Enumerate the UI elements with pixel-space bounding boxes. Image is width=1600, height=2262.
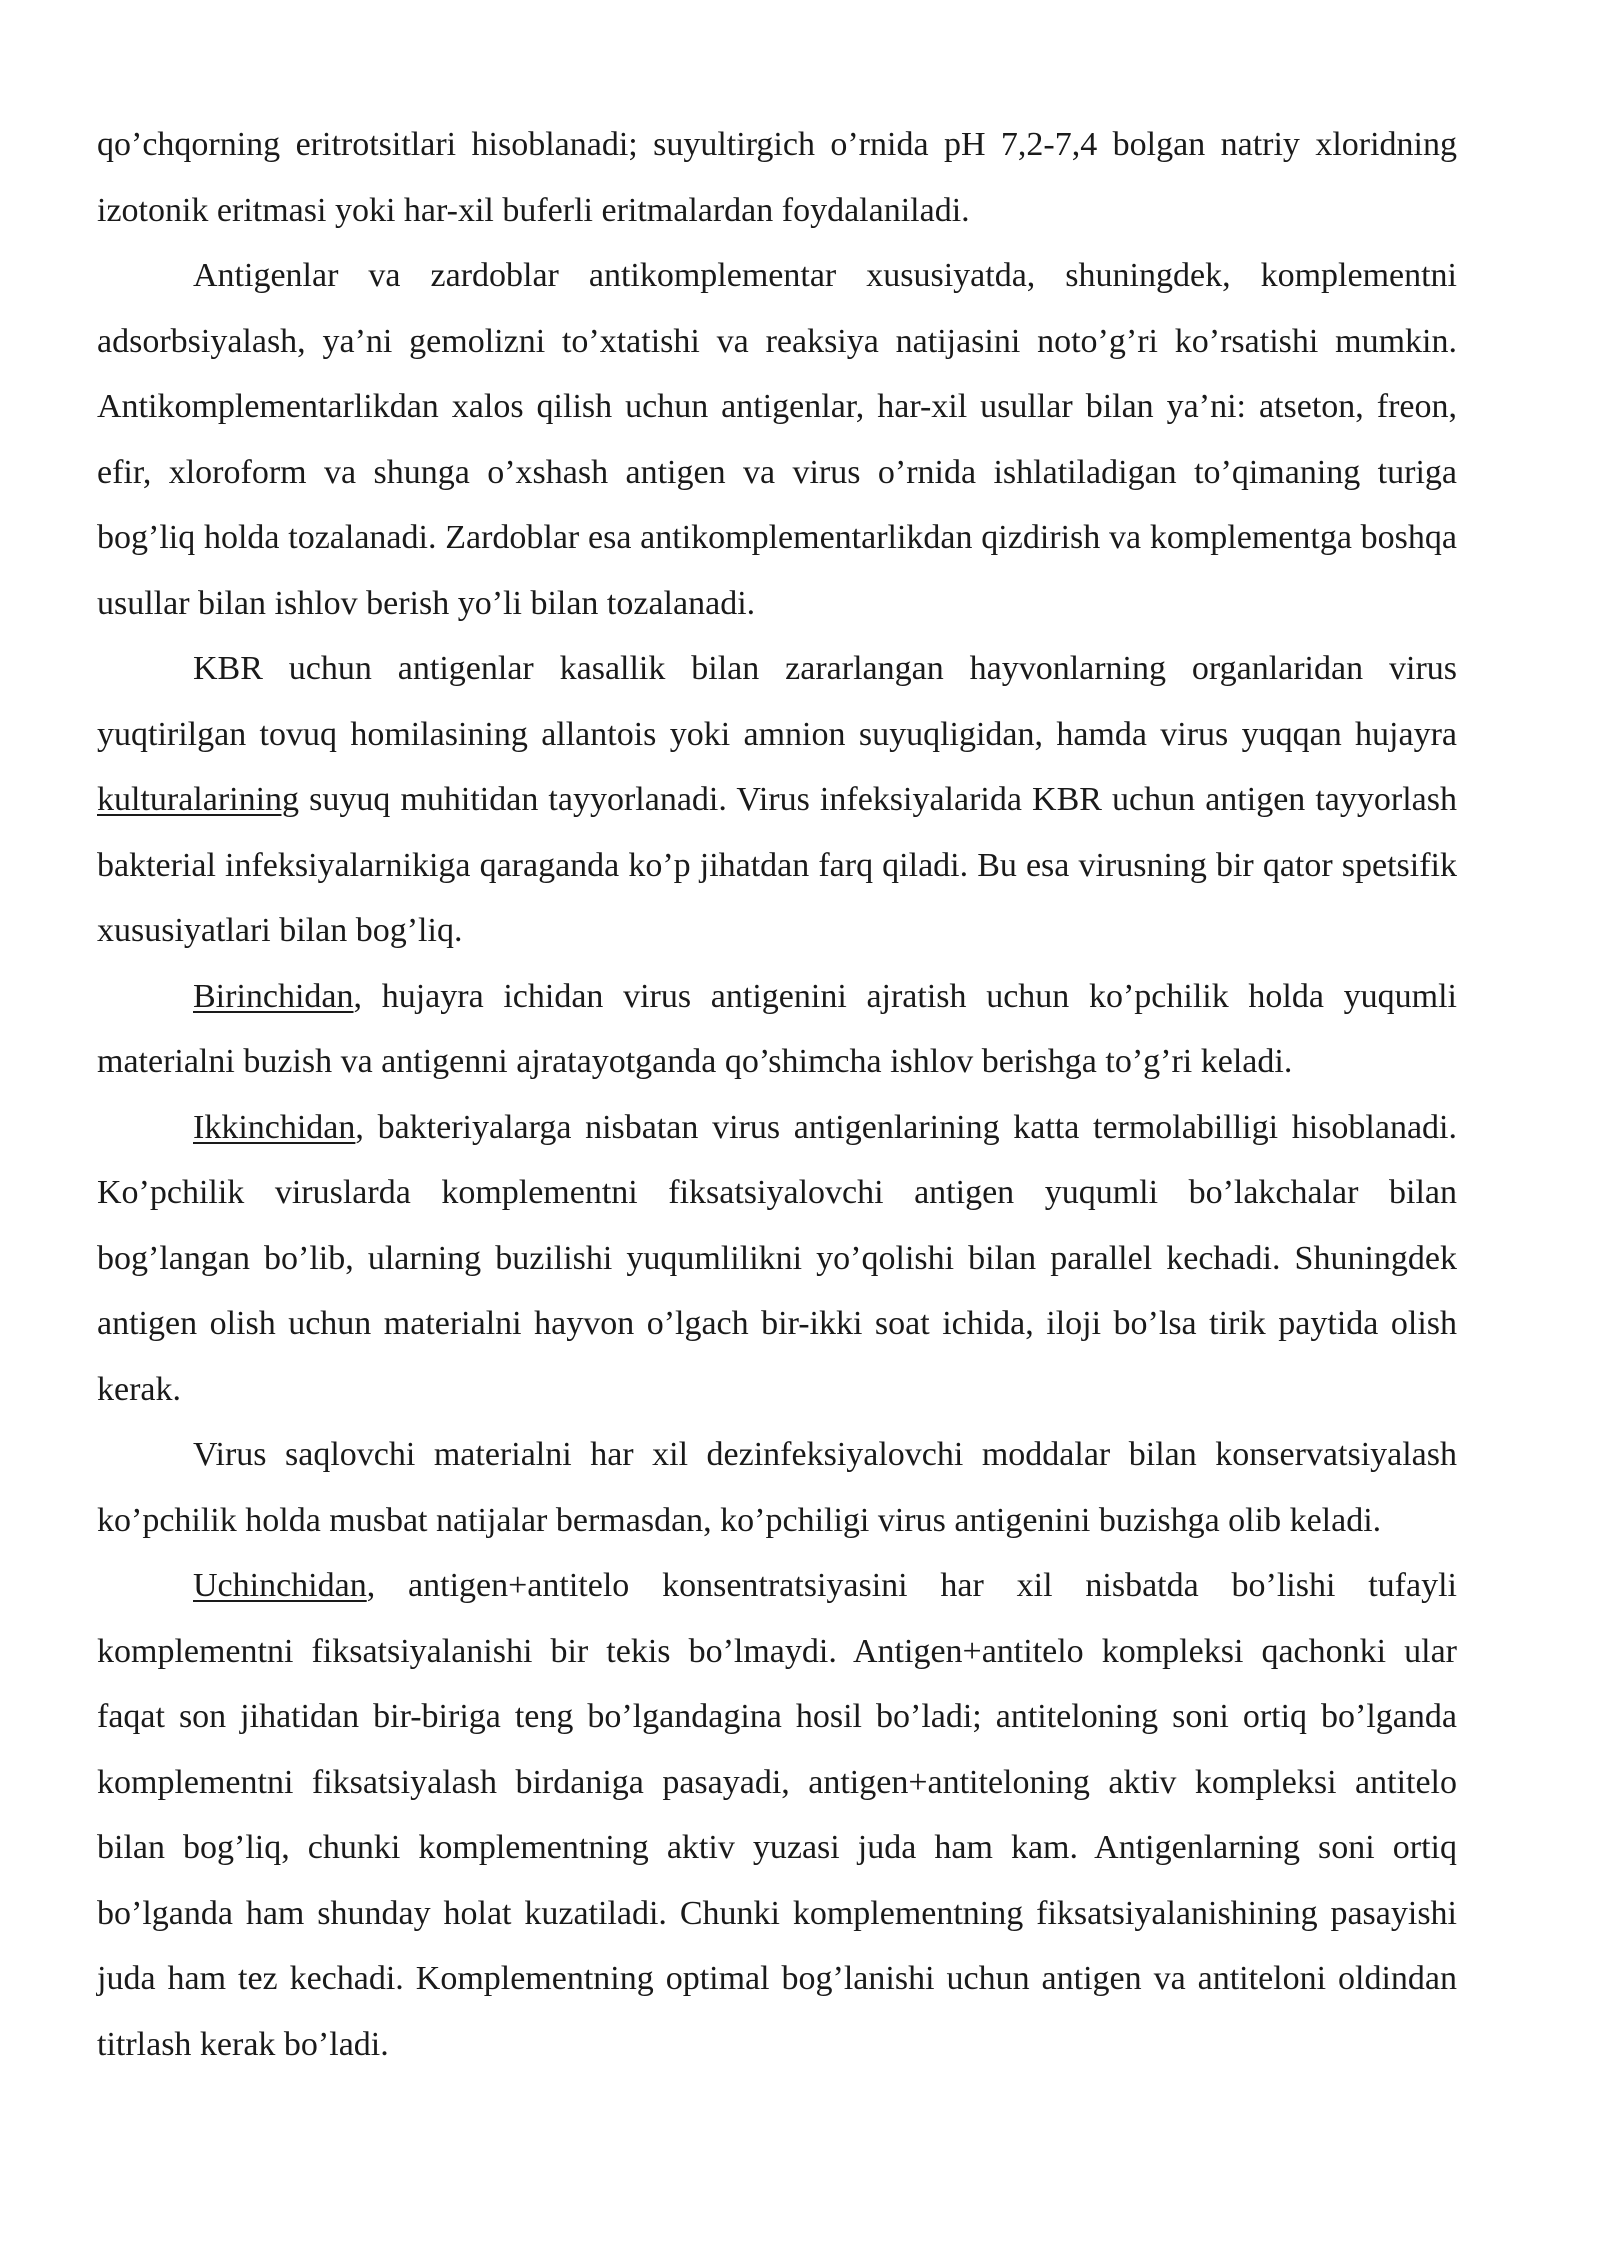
paragraph-text-after: , antigen+antitelo konsentratsiyasini har xil nisbatda bo’lishi tufayli komplementni fiksatsiyalanishi bir tekis bo’lmaydi. Antigen+antitelo kompleksi qachonki ular faqat son jihatidan bir-biriga teng bo’lgandagina hosil bo’ladi; antiteloning soni ortiq bo’lganda komplementni fiksatsiyalash birdaniga pasayadi, antigen+antiteloning aktiv kompleksi antitelo bilan bog’liq, chunki komplementning aktiv yuzasi juda ham kam. Antigenlarning soni ortiq bo’lganda ham shunday holat kuzatiladi. Chunki komplementning fiksatsiyalanishining pasayishi juda ham tez kechadi. Komplementning optimal bog’lanishi uchun antigen va antiteloni oldindan titrlash kerak bo’ladi.: [97, 1567, 1457, 2063]
paragraph-virus-saqlovchi: [97, 1422, 1457, 1553]
document-page: [97, 112, 1457, 2077]
underlined-term: Birinchidan: [193, 977, 354, 1015]
paragraph-birinchidan: [97, 964, 1457, 1095]
paragraph-ikkinchidan: [97, 1095, 1457, 1423]
underlined-term: Ikkinchidan: [193, 1108, 356, 1146]
paragraph-text-after: suyuq muhitidan tayyorlanadi. Virus infeksiyalarida KBR uchun antigen tayyorlash bakterial infeksiyalarnikiga qaraganda ko’p jihatdan farq qiladi. Bu esa virusning bir qator spetsifik xususiyatlari bilan bog’liq.: [97, 781, 1457, 949]
underlined-term: kulturalarining: [97, 781, 300, 818]
paragraph-continuation: [97, 112, 1457, 243]
paragraph-text-after: , bakteriyalarga nisbatan virus antigenlarining katta termolabilligi hisoblanadi. Ko’pchilik viruslarda komplementni fiksatsiyalovchi antigen yuqumli bo’lakchalar bilan bog’langan bo’lib, ularning buzilishi yuqumlilikni yo’qolishi bilan parallel kechadi. Shuningdek antigen olish uchun materialni hayvon o’lgach bir-ikki soat ichida, iloji bo’lsa tirik paytida olish kerak.: [97, 1108, 1457, 1408]
paragraph-text: Virus saqlovchi materialni har xil dezinfeksiyalovchi moddalar bilan konservatsiyalash ko’pchilik holda musbat natijalar bermasdan, ko’pchiligi virus antigenini buzishga olib keladi.: [97, 1436, 1457, 1539]
paragraph-text: qo’chqorning eritrotsitlari hisoblanadi; suyultirgich o’rnida pH 7,2-7,4 bolgan natriy xloridning izotonik eritmasi yoki har-xil buferli eritmalardan foydalaniladi.: [97, 126, 1457, 229]
paragraph-kbr-antigen: [97, 636, 1457, 964]
paragraph-text-before: KBR uchun antigenlar kasallik bilan zararlangan hayvonlarning organlaridan virus yuqtirilgan tovuq homilasining allantois yoki amnion suyuqligidan, hamda virus yuqqan hujayra: [97, 650, 1457, 753]
paragraph-text-after: , hujayra ichidan virus antigenini ajratish uchun ko’pchilik holda yuqumli materialni buzish va antigenni ajratayotganda qo’shimcha ishlov berishga to’g’ri keladi.: [97, 977, 1457, 1080]
paragraph-uchinchidan: [97, 1553, 1457, 2077]
paragraph-text: Antigenlar va zardoblar antikomplementar xususiyatda, shuningdek, komplementni adsorbsiyalash, ya’ni gemolizni to’xtatishi va reaksiya natijasini noto’g’ri ko’rsatishi mumkin. Antikomplementarlikdan xalos qilish uchun antigenlar, har-xil usullar bilan ya’ni: atseton, freon, efir, xloroform va shunga o’xshash antigen va virus o’rnida ishlatiladigan to’qimaning turiga bog’liq holda tozalanadi. Zardoblar esa antikomplementarlikdan qizdirish va komplementga boshqa usullar bilan ishlov berish yo’li bilan tozalanadi.: [97, 257, 1457, 622]
paragraph-antikomplementar: [97, 243, 1457, 636]
underlined-term: Uchinchidan: [193, 1567, 367, 1604]
